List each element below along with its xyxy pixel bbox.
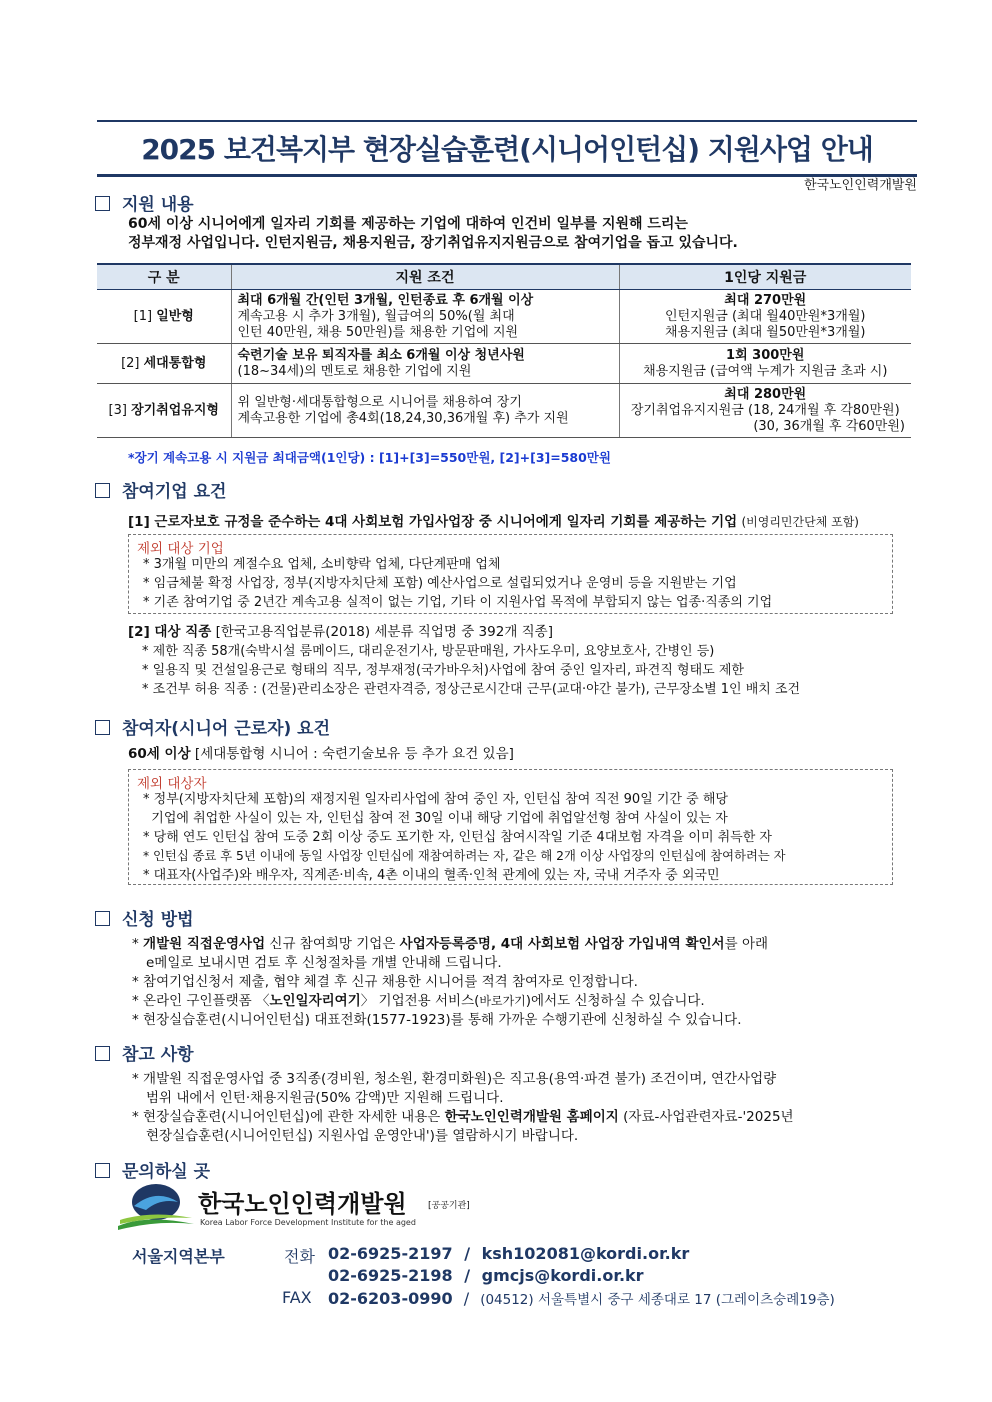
contact-line-1: 02-6925-2197 / ksh102081@kordi.or.kr: [328, 1244, 690, 1263]
branch-name: 서울지역본부: [132, 1247, 225, 1266]
table-row: [97, 290, 911, 344]
table-header: 구 분: [97, 264, 231, 290]
org-name: 한국노인인력개발원: [803, 178, 917, 193]
list-item: * 임금체불 확정 사업장, 정부(지방자치단체 포함) 예산사업으로 설립되었거나 운영비 등을 지원받는 기업: [143, 576, 737, 591]
apply-list: [132, 935, 768, 1030]
row-condition: 위 일반형·세대통합형으로 시니어를 채용하여 장기 계속고용한 기업에 총4회(18,24,30,36개월 후) 추가 지원: [231, 384, 619, 438]
list-item: e메일로 보내시면 검토 후 신청절차를 개별 안내해 드립니다.: [146, 955, 502, 971]
list-item: 현장실습훈련(시니어인턴십) 지원사업 운영안내')를 열람하시기 바랍니다.: [146, 1128, 579, 1144]
table-row: [97, 344, 911, 384]
logo-emblem-icon: [116, 1180, 196, 1236]
section-reference-heading: 참고 사항: [95, 1040, 194, 1065]
checkbox-icon: [95, 1163, 110, 1178]
support-intro-1: 60세 이상 시니어에게 일자리 기회를 제공하는 기업에 대하여 인건비 일부를 지원해 드리는: [128, 216, 688, 232]
row-amount: 최대 270만원 인턴지원금 (최대 월40만원*3개월) 채용지원금 (최대 월50만원*3개월): [619, 290, 911, 344]
list-item: * 3개월 미만의 계절수요 업체, 소비향락 업체, 다단계판매 업체: [143, 557, 501, 572]
occupation-list: [142, 642, 800, 699]
section-support-heading: 지원 내용: [95, 190, 194, 215]
row-condition: 숙련기술 보유 퇴직자를 최소 6개월 이상 청년사원 (18~34세)의 멘토로 채용한 기업에 지원: [231, 344, 619, 384]
row-condition: 최대 6개월 간(인턴 3개월, 인턴종료 후 6개월 이상 계속고용 시 추가 3개월), 월급여의 50%(월 최대 인턴 40만원, 채용 50만원)를 채용한 기업에 지원: [231, 290, 619, 344]
checkbox-icon: [95, 1046, 110, 1061]
list-item: * 대표자(사업주)와 배우자, 직계존·비속, 4촌 이내의 혈족·인척 관계에 있는 자, 국내 거주자 중 외국민: [143, 868, 720, 883]
section-apply-heading: 신청 방법: [95, 905, 194, 930]
fax-number: 02-6203-0990: [328, 1289, 453, 1308]
checkbox-icon: [95, 720, 110, 735]
list-item: 기업에 취업한 사실이 있는 자, 인턴십 참여 전 30일 이내 해당 기업에 취업알선형 참여 사실이 있는 자: [143, 811, 728, 826]
fax-label: FAX: [282, 1288, 312, 1307]
exclude-list: [143, 790, 786, 885]
address: (04512) 서울특별시 중구 세종대로 17 (그레이츠숭례19층): [480, 1292, 835, 1308]
table-header: 지원 조건: [231, 264, 619, 290]
participant-exclude-box: [128, 769, 893, 885]
support-intro-2: 정부재정 사업입니다. 인턴지원금, 채용지원금, 장기취업유지지원금으로 참여기업을 돕고 있습니다.: [128, 235, 738, 251]
list-item: * 참여기업신청서 제출, 협약 체결 후 신규 채용한 시니어를 적격 참여자로 인정합니다.: [132, 974, 638, 990]
list-item: * 일용직 및 건설일용근로 형태의 직무, 정부재정(국가바우처)사업에 참여 중인 일자리, 파견직 형태도 제한: [142, 663, 744, 678]
list-item: * 개발원 직접운영사업 신규 참여희망 기업은 사업자등록증명, 4대 사회보험 사업장 가입내역 확인서를 아래: [132, 936, 769, 952]
contact-line-3: 02-6203-0990 / (04512) 서울특별시 중구 세종대로 17 (그레이츠숭례19층): [328, 1289, 835, 1308]
phone-label: 전화: [284, 1247, 315, 1266]
exclude-title: 제외 대상 기업: [137, 541, 224, 557]
max-amount-note: *장기 계속고용 시 지원금 최대금액(1인당) : [1]+[3]=550만원, [2]+[3]=580만원: [128, 450, 611, 465]
exclude-list: [143, 555, 772, 612]
section-participant-heading: 참여자(시니어 근로자) 요건: [95, 714, 330, 739]
participant-age: 60세 이상 [세대통합형 시니어 : 숙련기술보유 등 추가 요건 있음]: [128, 746, 514, 762]
list-item: * 조건부 허용 직종 : (건물)관리소장은 관련자격증, 정상근로시간대 근무(교대·야간 불가), 근무장소별 1인 배치 조건: [142, 682, 801, 697]
row-amount: 최대 280만원 장기취업유지지원금 (18, 24개월 후 각80만원) (30, 36개월 후 각60만원): [619, 384, 911, 438]
list-item: * 현장실습훈련(시니어인턴십) 대표전화(1577-1923)를 통해 가까운 수행기관에 신청하실 수 있습니다.: [132, 1012, 742, 1028]
logo-text: 한국노인인력개발원: [198, 1189, 407, 1218]
logo-subtitle: Korea Labor Force Development Institute for the aged: [200, 1218, 416, 1227]
support-table: [97, 263, 911, 438]
list-item: * 인턴십 종료 후 5년 이내에 동일 사업장 인턴십에 재참여하려는 자, 같은 해 2개 이상 사업장의 인턴십에 참여하려는 자: [143, 849, 786, 863]
list-item: * 정부(지방자치단체 포함)의 재정지원 일자리사업에 참여 중인 자, 인턴십 참여 직전 90일 기간 중 해당: [143, 792, 728, 807]
row-type: [1] 일반형: [97, 290, 231, 344]
section-inquiry-heading: 문의하실 곳: [95, 1157, 210, 1182]
list-item: * 개발원 직접운영사업 중 3직종(경비원, 청소원, 환경미화원)은 직고용(용역·파견 불가) 조건이며, 연간사업량: [132, 1071, 777, 1087]
table-header-row: [97, 264, 911, 290]
org-logo: [116, 1180, 496, 1236]
checkbox-icon: [95, 196, 110, 211]
table-header: 1인당 지원금: [619, 264, 911, 290]
company-exclude-box: [128, 534, 893, 614]
phone-2[interactable]: 02-6925-2198: [328, 1266, 453, 1285]
row-type: [3] 장기취업유지형: [97, 384, 231, 438]
contact-line-2: 02-6925-2198 / gmcjs@kordi.or.kr: [328, 1266, 644, 1285]
row-type: [2] 세대통합형: [97, 344, 231, 384]
phone-1[interactable]: 02-6925-2197: [328, 1244, 453, 1263]
logo-tag: [공공기관]: [428, 1201, 470, 1211]
list-item: * 기존 참여기업 중 2년간 계속고용 실적이 없는 기업, 기타 이 지원사업 목적에 부합되지 않는 업종·직종의 기업: [143, 595, 773, 610]
exclude-title: 제외 대상자: [137, 776, 207, 792]
checkbox-icon: [95, 911, 110, 926]
list-item: * 제한 직종 58개(숙박시설 룸메이드, 대리운전기사, 방문판매원, 가사도우미, 요양보호사, 간병인 등): [142, 644, 715, 659]
company-item-2: [2] 대상 직종 [한국고용직업분류(2018) 세분류 직업명 중 392개 직종]: [128, 624, 553, 640]
section-company-heading: 참여기업 요건: [95, 477, 226, 502]
list-item: 범위 내에서 인턴·채용지원금(50% 감액)만 지원해 드립니다.: [146, 1090, 504, 1106]
row-amount: 1회 300만원 채용지원금 (급여액 누계가 지원금 초과 시): [619, 344, 911, 384]
email-1[interactable]: ksh102081@kordi.or.kr: [481, 1244, 690, 1263]
title-box: [97, 120, 917, 177]
list-item: * 당해 연도 인턴십 참여 도중 2회 이상 중도 포기한 자, 인턴십 참여시작일 기준 4대보험 자격을 이미 취득한 자: [143, 830, 772, 845]
checkbox-icon: [95, 483, 110, 498]
email-2[interactable]: gmcjs@kordi.or.kr: [481, 1266, 644, 1285]
table-row: [97, 384, 911, 438]
reference-list: [132, 1070, 794, 1146]
list-item: * 온라인 구인플랫폼 〈노인일자리여기〉 기업전용 서비스(바로가기)에서도 신청하실 수 있습니다.: [132, 993, 705, 1009]
company-item-1: [1] 근로자보호 규정을 준수하는 4대 사회보험 가입사업장 중 시니어에게 일자리 기회를 제공하는 기업 (비영리민간단체 포함): [128, 514, 859, 530]
list-item: * 현장실습훈련(시니어인턴십)에 관한 자세한 내용은 한국노인인력개발원 홈페이지 (자료-사업관련자료-'2025년: [132, 1109, 794, 1125]
page-title: 2025 보건복지부 현장실습훈련(시니어인턴십) 지원사업 안내: [141, 133, 873, 166]
